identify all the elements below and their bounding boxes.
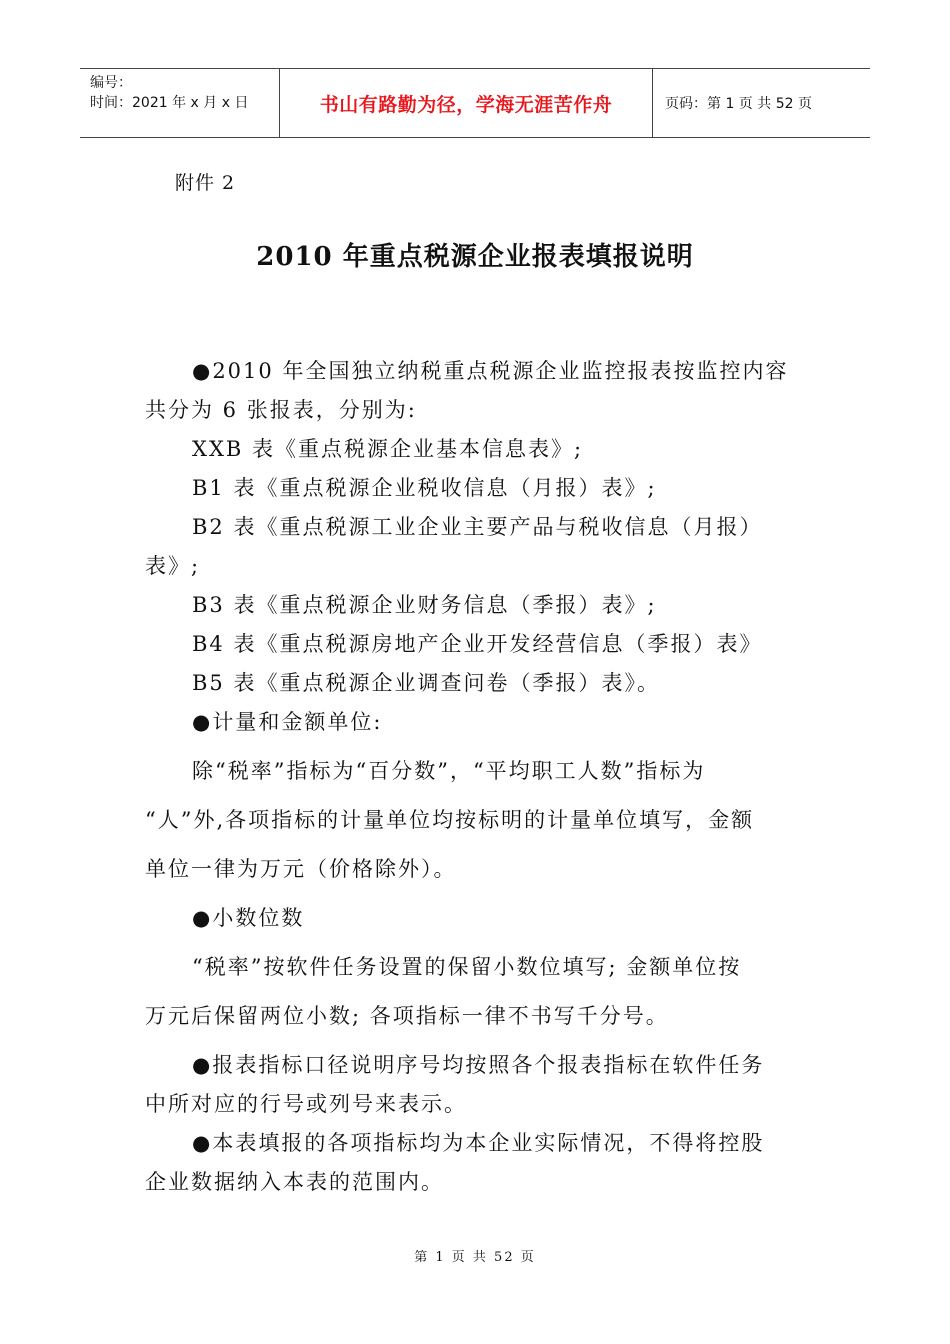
table-list-item: B1 表《重点税源企业税收信息（月报）表》;	[192, 476, 657, 500]
paragraph-line: 企业数据纳入本表的范围内。	[145, 1170, 444, 1194]
document-body	[145, 352, 810, 1202]
table-list-item: XXB 表《重点税源企业基本信息表》;	[192, 437, 584, 461]
paragraph-line: ●2010 年全国独立纳税重点税源企业监控报表按监控内容	[192, 359, 789, 383]
document-title: 2010 年重点税源企业报表填报说明	[256, 242, 694, 272]
paragraph-line: 万元后保留两位小数; 各项指标一律不书写千分号。	[145, 1004, 669, 1028]
header-page-info: 页码：第 1 页 共 52 页	[665, 96, 812, 112]
paragraph-line: 单位一律为万元（价格除外）。	[145, 857, 457, 881]
section-heading: ●计量和金额单位:	[192, 710, 383, 734]
attachment-label: 附件 2	[175, 172, 236, 194]
page-footer: 第 1 页 共 52 页	[414, 1250, 536, 1265]
paragraph-line: 除“税率”指标为“百分数”，“平均职工人数”指标为	[192, 759, 706, 783]
section-heading: ●小数位数	[192, 906, 305, 930]
header-motto: 书山有路勤为径，学海无涯苦作舟	[280, 69, 653, 137]
serial-label: 编号：	[90, 75, 132, 91]
paragraph-line: 共分为 6 张报表，分别为:	[145, 398, 417, 422]
table-list-item: B4 表《重点税源房地产企业开发经营信息（季报）表》	[192, 632, 763, 656]
paragraph-line: ●本表填报的各项指标均为本企业实际情况，不得将控股	[192, 1131, 765, 1155]
time-label: 时间：2021 年 x 月 x 日	[90, 95, 249, 111]
table-list-item: B3 表《重点税源企业财务信息（季报）表》;	[192, 593, 657, 617]
paragraph-line: 中所对应的行号或列号来表示。	[145, 1092, 467, 1116]
header-meta	[80, 69, 280, 137]
paragraph-line: “人”外,各项指标的计量单位均按标明的计量单位填写，金额	[145, 808, 755, 832]
table-list-item: B5 表《重点税源企业调查问卷（季报）表》。	[192, 671, 660, 695]
paragraph-line: ●报表指标口径说明序号均按照各个报表指标在软件任务	[192, 1053, 765, 1077]
table-list-item-cont: 表》;	[145, 554, 201, 578]
table-list-item: B2 表《重点税源工业企业主要产品与税收信息（月报）	[192, 515, 763, 539]
header-table	[80, 68, 870, 138]
paragraph-line: “税率”按软件任务设置的保留小数位填写; 金额单位按	[192, 955, 742, 979]
